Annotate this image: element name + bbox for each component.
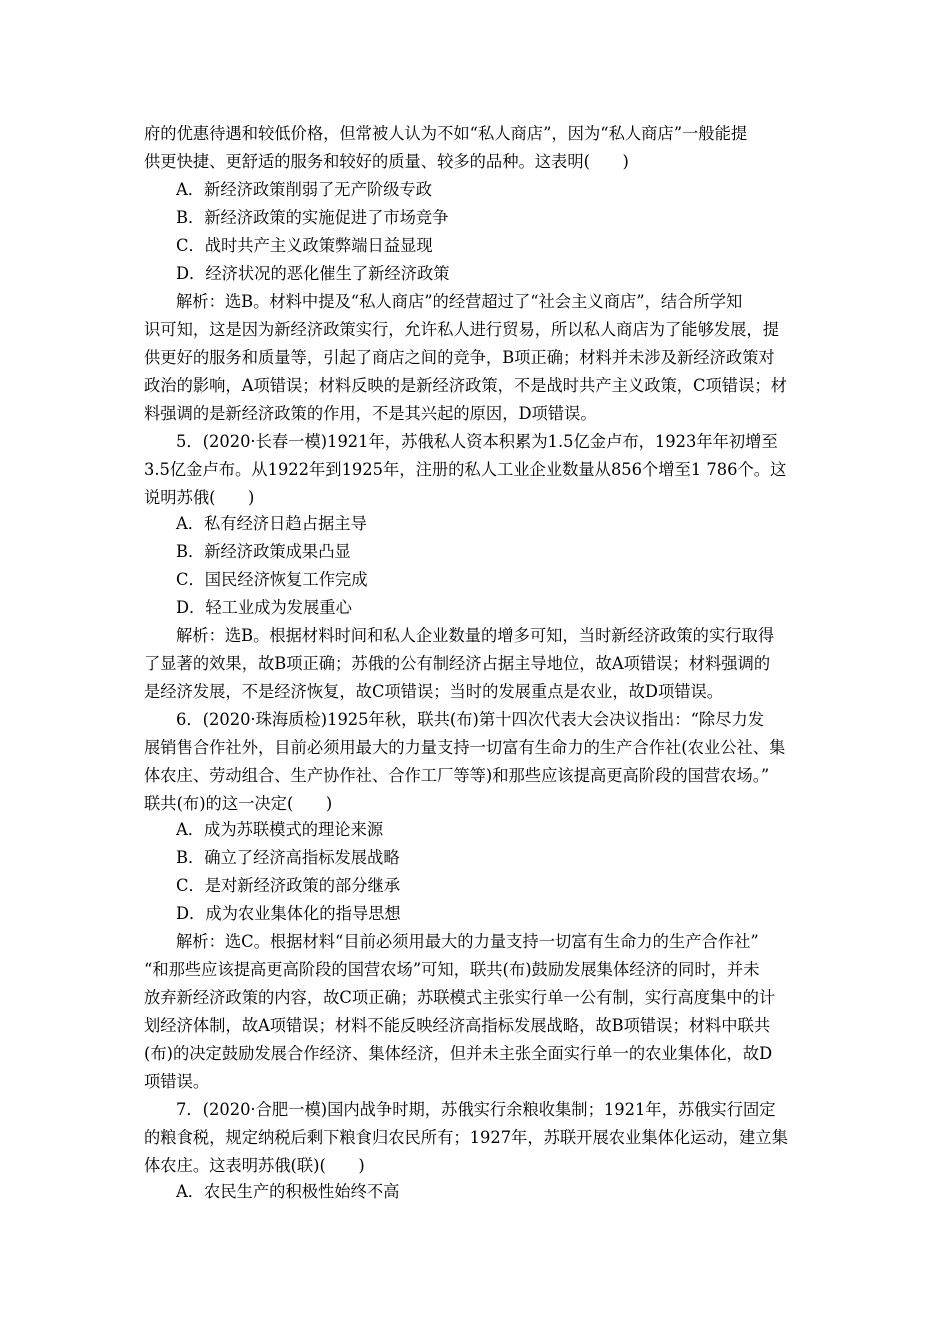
analysis-line: 了显著的效果，故B项正确；苏俄的公有制经济占据主导地位，故A项错误；材料强调的: [144, 654, 771, 673]
analysis-line: “和那些应该提高更高阶段的国营农场”可知，联共(布)鼓励发展集体经济的同时，并未: [144, 960, 760, 979]
option-c: C．国民经济恢复工作完成: [176, 570, 368, 589]
question-5-stem: 5．(2020·长春一模)1921年，苏俄私人资本积累为1.5亿金卢布，1923年年初增至: [176, 432, 778, 451]
text-line: 供更快捷、更舒适的服务和较好的质量、较多的品种。这表明( ): [144, 152, 629, 171]
question-6-stem: 联共(布)的这一决定( ): [144, 794, 333, 813]
analysis-line: 解析：选B。材料中提及“私人商店”的经营超过了“社会主义商店”，结合所学知: [176, 292, 743, 311]
analysis-line: 解析：选C。根据材料“目前必须用最大的力量支持一切富有生命力的生产合作社”: [176, 932, 759, 951]
question-6-stem: 展销售合作社外，目前必须用最大的力量支持一切富有生命力的生产合作社(农业公社、集: [144, 738, 786, 757]
question-5-stem: 说明苏俄( ): [144, 488, 255, 507]
analysis-line: (布)的决定鼓励发展合作经济、集体经济，但并未主张全面实行单一的农业集体化，故D: [144, 1044, 773, 1063]
analysis-line: 料强调的是新经济政策的作用，不是其兴起的原因，D项错误。: [144, 404, 597, 423]
analysis-line: 项错误。: [144, 1072, 210, 1091]
option-d: D．经济状况的恶化催生了新经济政策: [176, 264, 450, 283]
option-b: B．确立了经济高指标发展战略: [176, 848, 400, 867]
analysis-line: 解析：选B。根据材料时间和私人企业数量的增多可知，当时新经济政策的实行取得: [176, 626, 775, 645]
question-5-stem: 3.5亿金卢布。从1922年到1925年，注册的私人工业企业数量从856个增至1 786个。这: [144, 460, 787, 479]
option-c: C．是对新经济政策的部分继承: [176, 876, 401, 895]
question-7-stem: 7．(2020·合肥一模)国内战争时期，苏俄实行余粮收集制；1921年，苏俄实行固定: [176, 1100, 776, 1119]
analysis-line: 政治的影响，A项错误；材料反映的是新经济政策，不是战时共产主义政策，C项错误；材: [144, 376, 787, 395]
option-d: D．轻工业成为发展重心: [176, 598, 352, 617]
analysis-line: 放弃新经济政策的内容，故C项正确；苏联模式主张实行单一公有制，实行高度集中的计: [144, 988, 776, 1007]
option-a: A．新经济政策削弱了无产阶级专政: [176, 180, 432, 199]
analysis-line: 划经济体制，故A项错误；材料不能反映经济高指标发展战略，故B项错误；材料中联共: [144, 1016, 771, 1035]
text-line: 府的优惠待遇和较低价格，但常被人认为不如“私人商店”，因为“私人商店”一般能提: [144, 124, 748, 143]
analysis-line: 识可知，这是因为新经济政策实行，允许私人进行贸易，所以私人商店为了能够发展，提: [144, 320, 779, 339]
option-a: A．私有经济日趋占据主导: [176, 514, 367, 533]
option-b: B．新经济政策成果凸显: [176, 542, 351, 561]
option-d: D．成为农业集体化的指导思想: [176, 904, 401, 923]
option-c: C．战时共产主义政策弊端日益显现: [176, 236, 433, 255]
question-6-stem: 体农庄、劳动组合、生产协作社、合作工厂等等)和那些应该提高更高阶段的国营农场。”: [144, 766, 770, 785]
option-a: A．农民生产的积极性始终不高: [176, 1182, 400, 1201]
question-7-stem: 的粮食税，规定纳税后剩下粮食归农民所有；1927年，苏联开展农业集体化运动，建立集: [144, 1128, 788, 1147]
question-6-stem: 6．(2020·珠海质检)1925年秋，联共(布)第十四次代表大会决议指出：“除尽力发: [176, 710, 765, 729]
option-b: B．新经济政策的实施促进了市场竞争: [176, 208, 449, 227]
analysis-line: 是经济发展，不是经济恢复，故C项错误；当时的发展重点是农业，故D项错误。: [144, 682, 724, 701]
option-a: A．成为苏联模式的理论来源: [176, 820, 384, 839]
question-7-stem: 体农庄。这表明苏俄(联)( ): [144, 1156, 365, 1175]
analysis-line: 供更好的服务和质量等，引起了商店之间的竞争，B项正确；材料并未涉及新经济政策对: [144, 348, 775, 367]
